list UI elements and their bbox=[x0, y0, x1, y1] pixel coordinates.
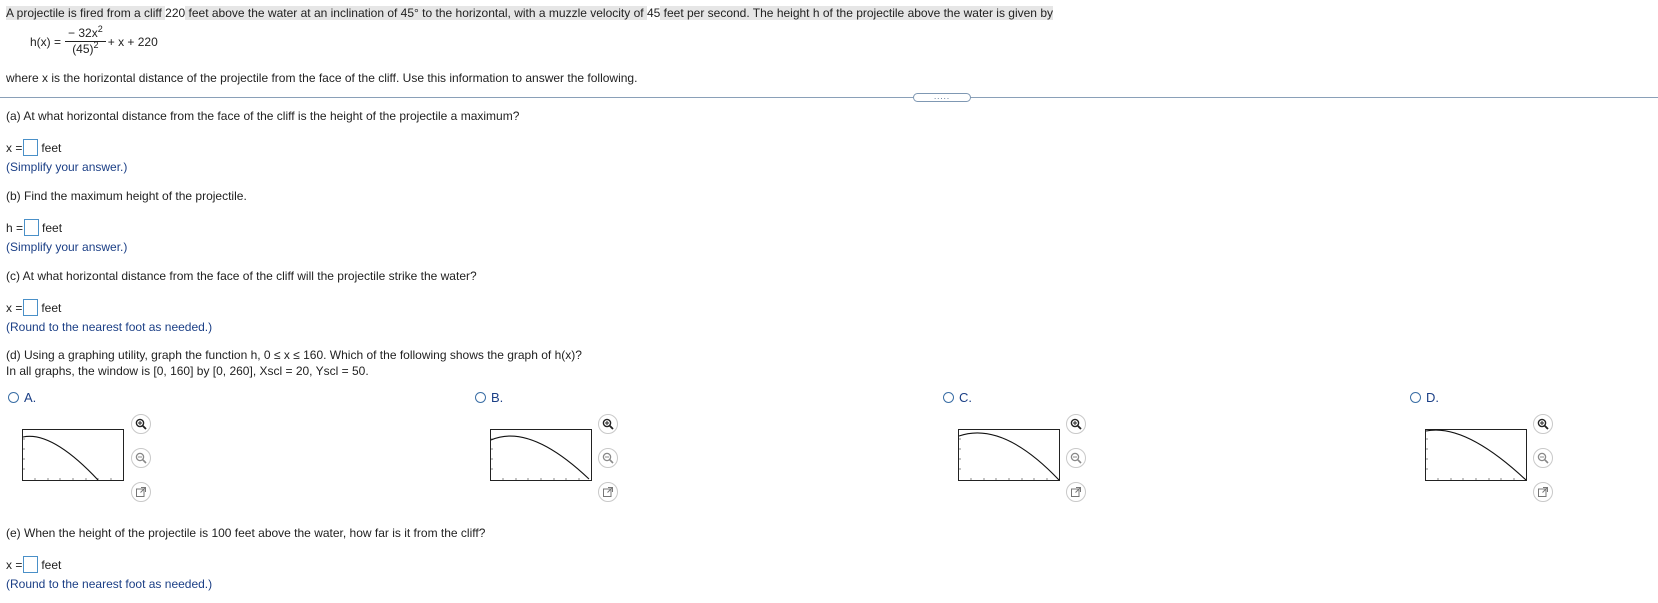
question-b: (b) Find the maximum height of the projectile. bbox=[6, 189, 247, 203]
answer-b-lhs: h = bbox=[6, 220, 24, 235]
answer-c-unit: feet bbox=[41, 300, 62, 315]
open-new-window-icon bbox=[1070, 486, 1082, 498]
answer-a-unit: feet bbox=[41, 140, 62, 155]
zoom-in-button-a[interactable] bbox=[131, 414, 151, 434]
zoom-in-icon bbox=[602, 418, 614, 430]
answer-e-input[interactable] bbox=[23, 556, 38, 573]
hint-e: (Round to the nearest foot as needed.) bbox=[6, 577, 213, 591]
graph-window-note: In all graphs, the window is [0, 160] by [0, 260], Xscl = 20, Yscl = 50. bbox=[6, 364, 369, 378]
cliff-height-value: 220 bbox=[165, 6, 186, 20]
formula-denominator: $(45)^2$ bbox=[72, 40, 99, 56]
open-button-c[interactable] bbox=[1066, 482, 1086, 502]
zoom-out-button-d[interactable] bbox=[1533, 448, 1553, 468]
velocity-value: 45 bbox=[646, 6, 661, 20]
height-formula bbox=[30, 26, 158, 57]
answer-e-unit: feet bbox=[41, 557, 62, 572]
answer-a-lhs: x = bbox=[6, 140, 23, 155]
answer-row-e bbox=[6, 556, 61, 573]
intro-text-3: feet per second. The height h of the projectile above the water is given by bbox=[660, 6, 1053, 20]
divider-handle[interactable]: ..... bbox=[913, 93, 971, 102]
hint-a: (Simplify your answer.) bbox=[6, 160, 128, 174]
option-c[interactable] bbox=[943, 390, 972, 405]
answer-c-input[interactable] bbox=[23, 299, 38, 316]
option-a-label: A. bbox=[24, 390, 37, 405]
zoom-out-icon bbox=[602, 452, 614, 464]
option-b-label: B. bbox=[491, 390, 504, 405]
zoom-out-icon bbox=[135, 452, 147, 464]
answer-b-unit: feet bbox=[42, 220, 63, 235]
hint-b: (Simplify your answer.) bbox=[6, 240, 128, 254]
intro-text-1: A projectile is fired from a cliff bbox=[6, 6, 166, 20]
option-a-radio[interactable] bbox=[8, 392, 19, 403]
graph-option-d[interactable] bbox=[1425, 429, 1527, 481]
formula-numerator: − $32x^2$ bbox=[65, 26, 106, 42]
answer-c-lhs: x = bbox=[6, 300, 23, 315]
problem-intro bbox=[6, 6, 1053, 20]
option-b[interactable] bbox=[475, 390, 503, 405]
option-d-radio[interactable] bbox=[1410, 392, 1421, 403]
intro-text-2: feet above the water at an inclination of 45° to the horizontal, with a muzzle velocity of bbox=[185, 6, 647, 20]
open-button-a[interactable] bbox=[131, 482, 151, 502]
option-d[interactable] bbox=[1410, 390, 1439, 405]
open-new-window-icon bbox=[602, 486, 614, 498]
section-divider bbox=[0, 97, 1658, 98]
zoom-out-button-a[interactable] bbox=[131, 448, 151, 468]
answer-a-input[interactable] bbox=[23, 139, 38, 156]
zoom-out-button-b[interactable] bbox=[598, 448, 618, 468]
open-button-b[interactable] bbox=[598, 482, 618, 502]
formula-fraction bbox=[65, 26, 106, 57]
zoom-in-icon bbox=[1537, 418, 1549, 430]
graph-option-b[interactable] bbox=[490, 429, 592, 481]
question-d: (d) Using a graphing utility, graph the function h, 0 ≤ x ≤ 160. Which of the following shows the graph of h(x)? bbox=[6, 348, 582, 362]
zoom-in-icon bbox=[135, 418, 147, 430]
option-c-radio[interactable] bbox=[943, 392, 954, 403]
answer-row-b bbox=[6, 219, 62, 236]
graph-option-c[interactable] bbox=[958, 429, 1060, 481]
answer-b-input[interactable] bbox=[24, 219, 39, 236]
option-b-radio[interactable] bbox=[475, 392, 486, 403]
hint-c: (Round to the nearest foot as needed.) bbox=[6, 320, 213, 334]
open-new-window-icon bbox=[135, 486, 147, 498]
formula-rest: + x + 220 bbox=[107, 34, 158, 49]
answer-row-c bbox=[6, 299, 61, 316]
option-c-label: C. bbox=[959, 390, 972, 405]
zoom-in-icon bbox=[1070, 418, 1082, 430]
zoom-in-button-d[interactable] bbox=[1533, 414, 1553, 434]
question-e: (e) When the height of the projectile is 100 feet above the water, how far is it from the cliff? bbox=[6, 526, 486, 540]
open-button-d[interactable] bbox=[1533, 482, 1553, 502]
zoom-in-button-b[interactable] bbox=[598, 414, 618, 434]
intro-text-4: where x is the horizontal distance of the projectile from the face of the cliff. Use this information to answer the following. bbox=[6, 71, 638, 85]
option-d-label: D. bbox=[1426, 390, 1439, 405]
formula-lhs: h(x) = bbox=[30, 34, 62, 49]
open-new-window-icon bbox=[1537, 486, 1549, 498]
graph-option-a[interactable] bbox=[22, 429, 124, 481]
zoom-out-button-c[interactable] bbox=[1066, 448, 1086, 468]
zoom-out-icon bbox=[1537, 452, 1549, 464]
question-c: (c) At what horizontal distance from the face of the cliff will the projectile strike the water? bbox=[6, 269, 477, 283]
question-a: (a) At what horizontal distance from the face of the cliff is the height of the projectile a maximum? bbox=[6, 109, 520, 123]
answer-row-a bbox=[6, 139, 61, 156]
option-a[interactable] bbox=[8, 390, 36, 405]
answer-e-lhs: x = bbox=[6, 557, 23, 572]
zoom-out-icon bbox=[1070, 452, 1082, 464]
zoom-in-button-c[interactable] bbox=[1066, 414, 1086, 434]
